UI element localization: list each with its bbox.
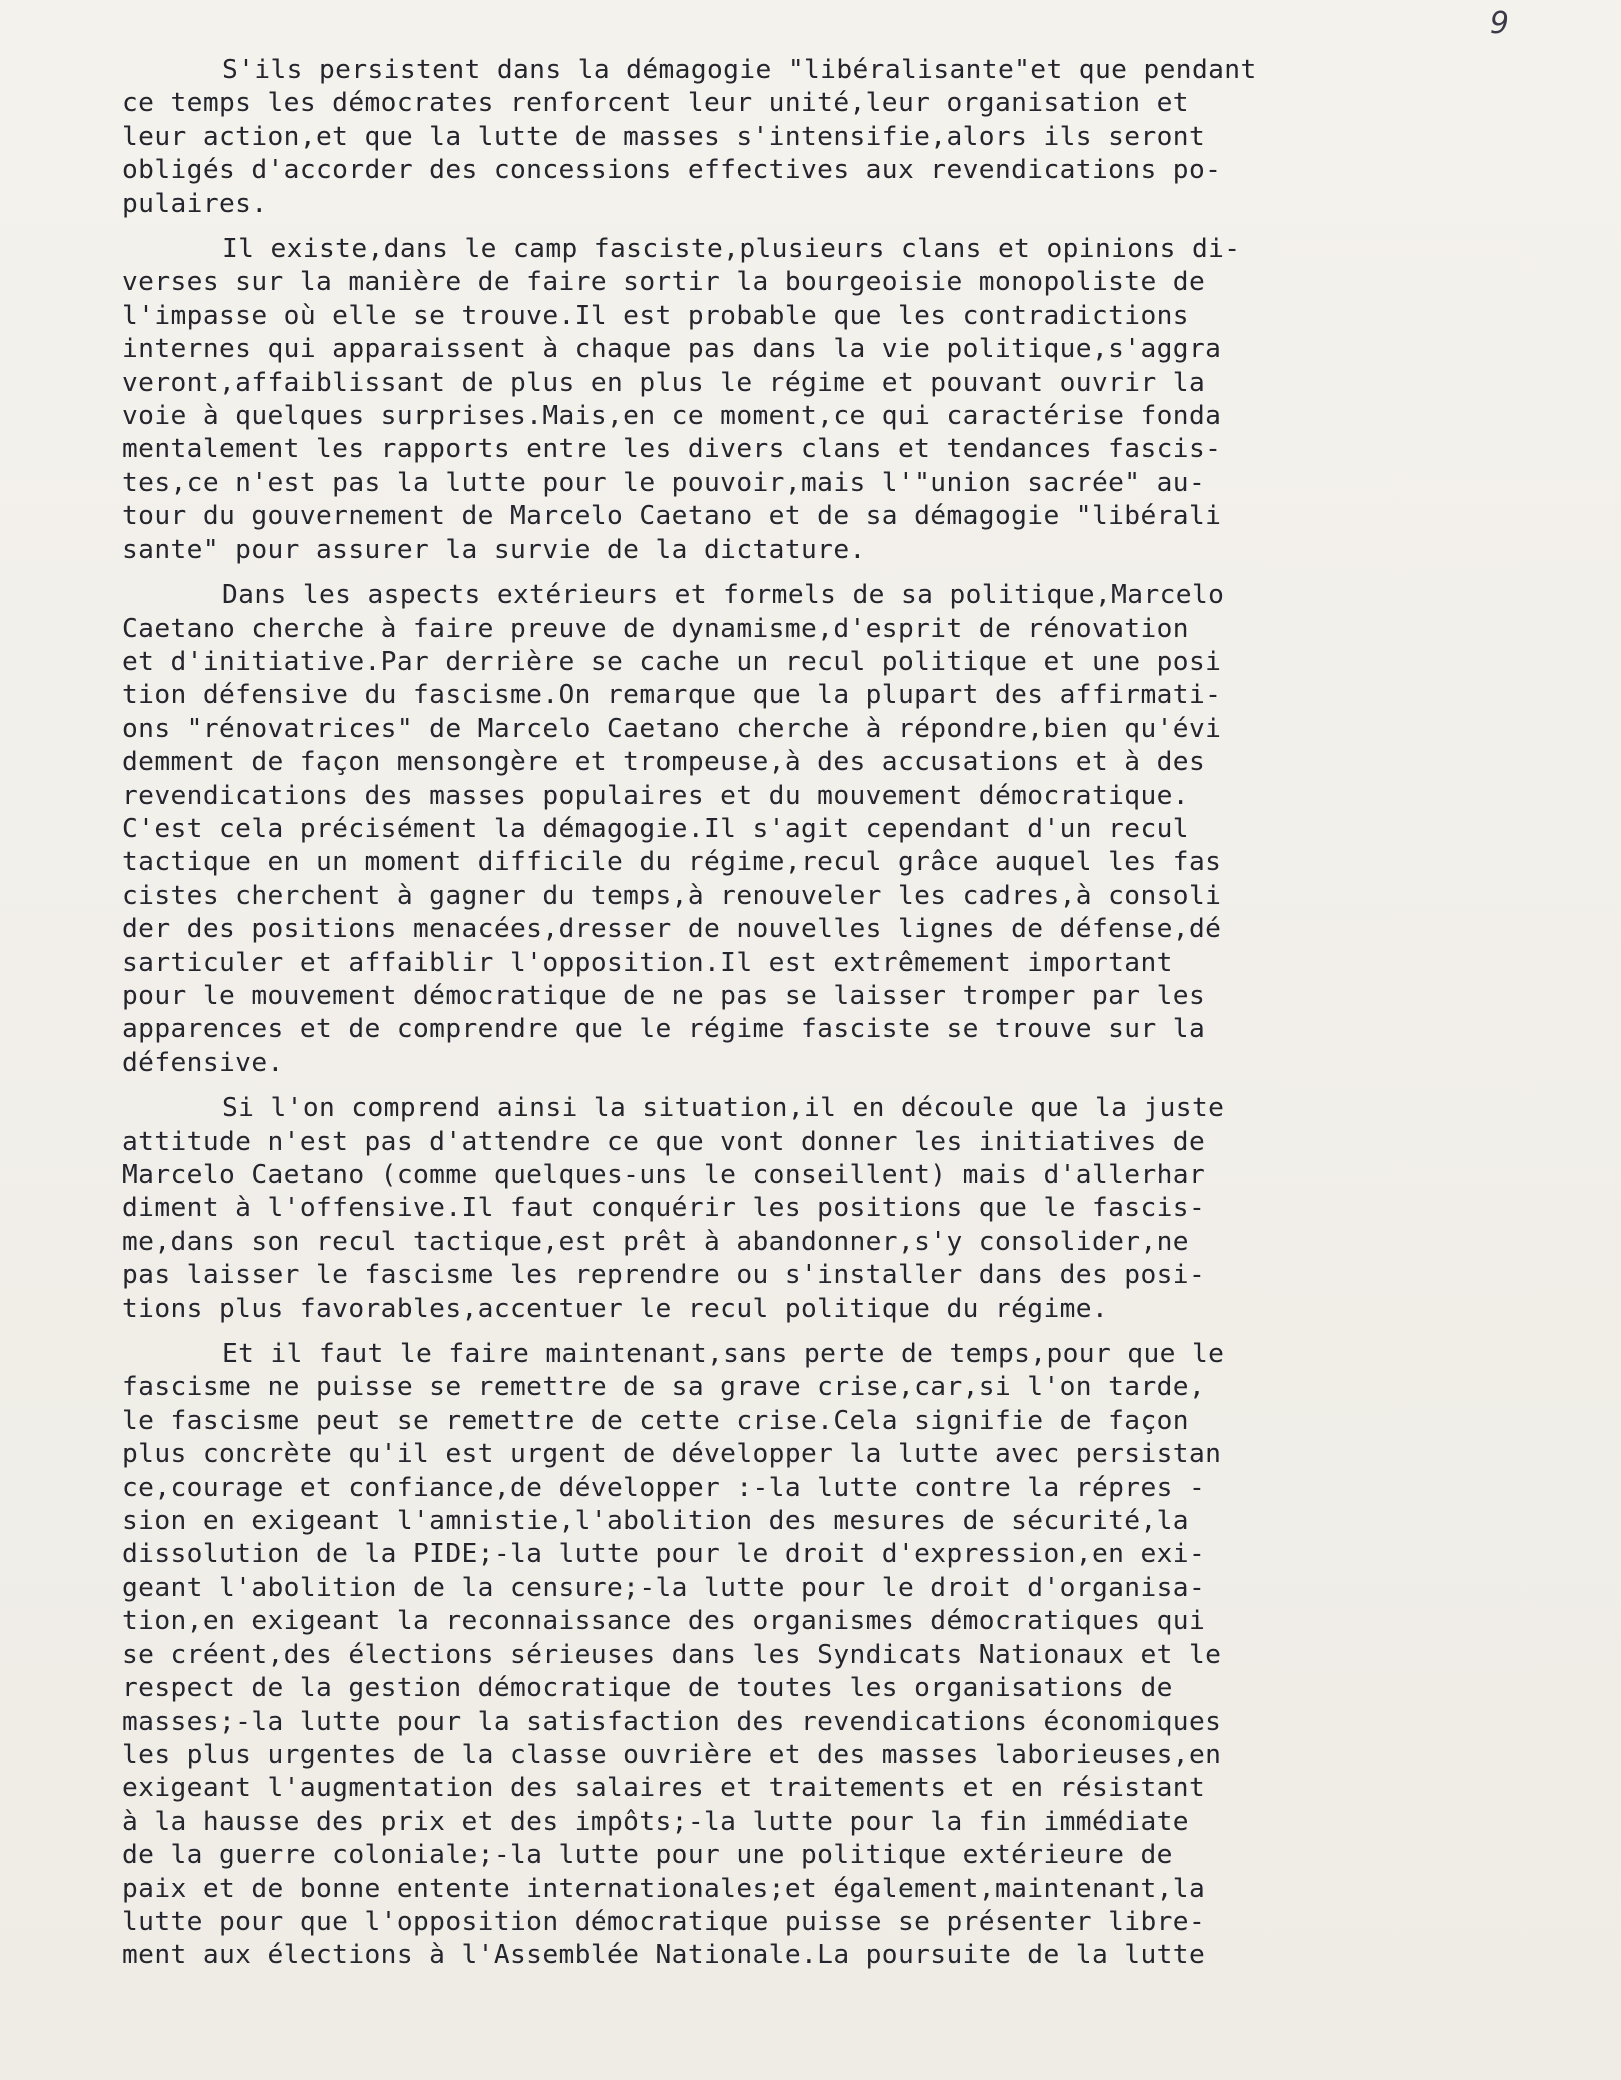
body-text — [122, 54, 1522, 1973]
paragraph-1: S'ils persistent dans la démagogie "libéralisante"et que pendant ce temps les démocrates renforcent leur unité,leur organisation et leur action,et que la lutte de masses s'intensifie,alors ils seront obligés d'accorder des concessions effectives aux revendications po- pulaires. — [122, 55, 1257, 219]
paragraph-2: Il existe,dans le camp fasciste,plusieurs clans et opinions di- verses sur la manière de faire sortir la bourgeoisie monopoliste de l'impasse où elle se trouve.Il est probable que les contradictions internes qui apparaissent à chaque pas dans la vie politique,s'aggra veront,affaiblissant de plus en plus le régime et pouvant ouvrir la voie à quelques surprises.Mais,en ce moment,ce qui caractérise fonda mentalement les rapports entre les divers clans et tendances fascis- tes,ce n'est pas la lutte pour le pouvoir,mais l'"union sacrée" au- tour du gouvernement de Marcelo Caetano et de sa démagogie "libérali sante" pour assurer la survie de la dictature. — [122, 234, 1241, 565]
page-number: 9 — [1489, 6, 1509, 41]
paragraph-3: Dans les aspects extérieurs et formels de sa politique,Marcelo Caetano cherche à faire preuve de dynamisme,d'esprit de rénovation et d'initiative.Par derrière se cache un recul politique et une posi tion défensive du fascisme.On remarque que la plupart des affirmati- ons "rénovatrices" de Marcelo Caetano cherche à répondre,bien qu'évi demment de façon mensongère et trompeuse,à des accusations et à des revendications des masses populaires et du mouvement démocratique. C'est cela précisément la démagogie.Il s'agit cependant d'un recul tactique en un moment difficile du régime,recul grâce auquel les fas cistes cherchent à gagner du temps,à renouveler les cadres,à consoli der des positions menacées,dresser de nouvelles lignes de défense,dé sarticuler et affaiblir l'opposition.Il est extrêmement important pour le mouvement démocratique de ne pas se laisser tromper par les apparences et de comprendre que le régime fasciste se trouve sur la défensive. — [122, 580, 1225, 1078]
paragraph-4: Si l'on comprend ainsi la situation,il en découle que la juste attitude n'est pas d'attendre ce que vont donner les initiatives de Marcelo Caetano (comme quelques-uns le conseillent) mais d'allerhar diment à l'offensive.Il faut conquérir les positions que le fascis- me,dans son recul tactique,est prêt à abandonner,s'y consolider,ne pas laisser le fascisme les reprendre ou s'installer dans des posi- tions plus favorables,accentuer le recul politique du régime. — [122, 1093, 1225, 1324]
paragraph-5: Et il faut le faire maintenant,sans perte de temps,pour que le fascisme ne puisse se remettre de sa grave crise,car,si l'on tarde, le fascisme peut se remettre de cette crise.Cela signifie de façon plus concrète qu'il est urgent de développer la lutte avec persistan ce,courage et confiance,de développer :-la lutte contre la répres - sion en exigeant l'amnistie,l'abolition des mesures de sécurité,la dissolution de la PIDE;-la lutte pour le droit d'expression,en exi- geant l'abolition de la censure;-la lutte pour le droit d'organisa- tion,en exigeant la reconnaissance des organismes démocratiques qui se créent,des élections sérieuses dans les Syndicats Nationaux et le respect de la gestion démocratique de toutes les organisations de masses;-la lutte pour la satisfaction des revendications économiques les plus urgentes de la classe ouvrière et des masses laborieuses,en exigeant l'augmentation des salaires et traitements et en résistant à la hausse des prix et des impôts;-la lutte pour la fin immédiate de la guerre coloniale;-la lutte pour une politique extérieure de paix et de bonne entente internationales;et également,maintenant,la lutte pour que l'opposition démocratique puisse se présenter libre- ment aux élections à l'Assemblée Nationale.La poursuite de la lutte — [122, 1339, 1225, 1971]
